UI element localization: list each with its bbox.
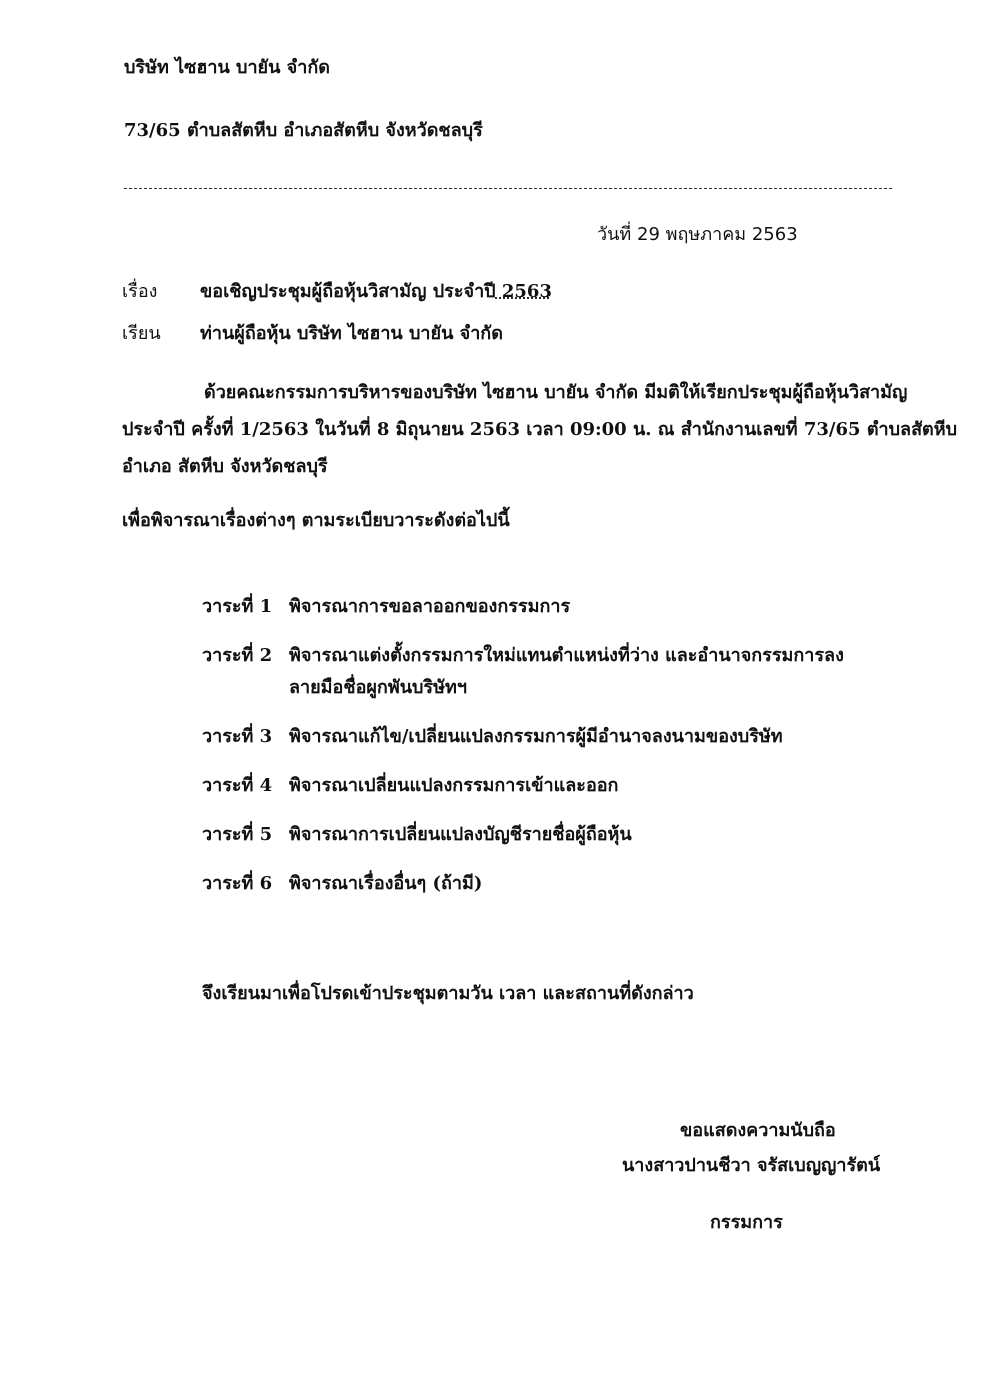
agenda-number: วาระที่ 6: [202, 873, 273, 894]
agenda-item: [202, 591, 892, 623]
agenda-item: [202, 721, 892, 753]
signature-name: นางสาวปานชีวา จรัสเบญญารัตน์: [622, 1155, 881, 1176]
agenda-text: พิจารณาการเปลี่ยนแปลงบัญชีรายชื่อผู้ถือหุ้น: [289, 824, 632, 845]
agenda-text: พิจารณาแต่งตั้งกรรมการใหม่แทนตำแหน่งที่ว่าง และอำนาจกรรมการลงลายมือชื่อผูกพันบริษัทฯ: [289, 645, 844, 698]
agenda-number: วาระที่ 2: [202, 645, 273, 666]
agenda-number: วาระที่ 4: [202, 775, 273, 796]
subject-year: 2563: [495, 281, 552, 302]
header-divider: [124, 188, 892, 189]
agenda-number: วาระที่ 1: [202, 596, 273, 617]
company-name: บริษัท ไซฮาน บายัน จำกัด: [124, 57, 330, 78]
agenda-item: [202, 819, 892, 851]
body-paragraph: [122, 374, 958, 485]
agenda-intro: เพื่อพิจารณาเรื่องต่างๆ ตามระเบียบวาระดังต่อไปนี้: [122, 510, 510, 531]
agenda-item: [202, 770, 892, 802]
agenda-text: พิจารณาเปลี่ยนแปลงกรรมการเข้าและออก: [289, 775, 619, 796]
subject-text: [200, 276, 552, 305]
agenda-text: พิจารณาการขอลาออกของกรรมการ: [289, 596, 571, 617]
signature-regards: ขอแสดงความนับถือ: [680, 1120, 836, 1141]
company-address: 73/65 ตำบลสัตหีบ อำเภอสัตหีบ จังหวัดชลบุรี: [124, 120, 483, 141]
agenda-item: [202, 868, 892, 900]
agenda-item: [202, 640, 892, 704]
subject-label: เรื่อง: [122, 281, 158, 302]
recipient-text: ท่านผู้ถือหุ้น บริษัท ไซฮาน บายัน จำกัด: [200, 323, 503, 344]
closing-line: จึงเรียนมาเพื่อโปรดเข้าประชุมตามวัน เวลา และสถานที่ดังกล่าว: [202, 983, 694, 1004]
body-line: ประจำปี ครั้งที่ 1/2563 ในวันที่ 8 มิถุนายน 2563 เวลา 09:00 น. ณ สำนักงานเลขที่ 73/65 ตำบลสัตหีบ: [122, 419, 958, 440]
agenda-number: วาระที่ 5: [202, 824, 273, 845]
agenda-text: พิจารณาเรื่องอื่นๆ (ถ้ามี): [289, 873, 483, 894]
agenda-number: วาระที่ 3: [202, 726, 273, 747]
body-line: อำเภอ สัตหีบ จังหวัดชลบุรี: [122, 456, 328, 477]
signature-title: กรรมการ: [710, 1212, 783, 1233]
letter-date: วันที่ 29 พฤษภาคม 2563: [597, 224, 798, 245]
recipient-label: เรียน: [122, 323, 161, 344]
subject-main: ขอเชิญประชุมผู้ถือหุ้นวิสามัญ ประจำปี: [200, 281, 496, 302]
body-line: ด้วยคณะกรรมการบริหารของบริษัท ไซฮาน บายัน จำกัด มีมติให้เรียกประชุมผู้ถือหุ้นวิสามัญ: [204, 382, 908, 403]
agenda-text: พิจารณาแก้ไข/เปลี่ยนแปลงกรรมการผู้มีอำนาจลงนามของบริษัท: [289, 726, 783, 747]
agenda-list: [202, 591, 892, 900]
